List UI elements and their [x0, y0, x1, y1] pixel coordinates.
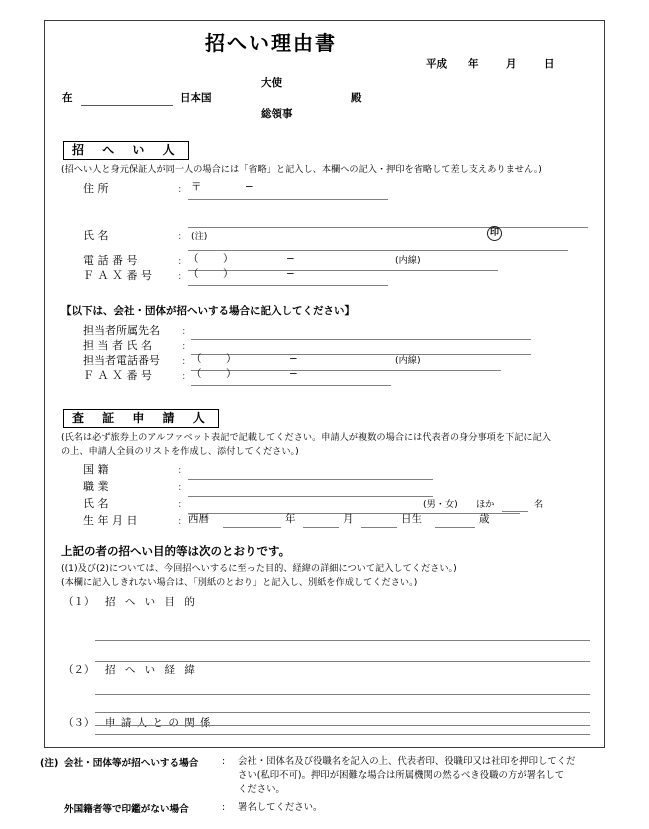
- applicant-occupation-input-line[interactable]: [188, 496, 433, 497]
- inviter-fax-colon: :: [178, 271, 182, 282]
- company-tel-dash: −: [289, 353, 298, 365]
- postal-dash: −: [245, 181, 254, 193]
- applicant-count-input-line[interactable]: [502, 511, 528, 512]
- footnote-body-0-line1: 会社・団体名及び役職名を記入の上、代表者印、役職印又は社印を押印してくだ: [238, 756, 576, 767]
- inviter-tel-paren-open: （: [188, 253, 199, 265]
- company-fax-paren-open: （: [191, 368, 202, 380]
- era-label: 平成: [426, 58, 447, 70]
- footnote-label-0: 会社・団体等が招へいする場合: [64, 758, 199, 769]
- footnote-marker: (注): [40, 758, 59, 769]
- seal-icon: 印: [487, 226, 502, 241]
- applicant-birth-colon: :: [178, 516, 182, 527]
- inviter-name-input-line[interactable]: [188, 250, 568, 251]
- company-row-label-text-1: 担 当 者 氏 名: [83, 339, 152, 352]
- inviter-address-label-text: 住 所: [83, 182, 109, 195]
- applicant-birth-day-unit: 日生: [401, 513, 422, 525]
- applicant-occupation-label: [83, 481, 173, 492]
- applicant-age-input-line[interactable]: [435, 527, 475, 528]
- company-row-input-line-2[interactable]: [191, 370, 501, 371]
- applicant-birth-label: [83, 515, 173, 526]
- footnote-colon-0: :: [222, 756, 226, 767]
- inviter-tel-paren-close: ）: [223, 253, 234, 265]
- applicant-birth-month-unit: 月: [343, 513, 354, 525]
- era-day-unit: 日: [544, 58, 555, 70]
- inviter-tel-colon: :: [178, 256, 182, 267]
- company-row-label-3: [83, 370, 179, 381]
- company-row-colon-3: :: [182, 371, 186, 382]
- applicant-occupation-label-text: 職 業: [83, 480, 109, 493]
- company-row-label-text-0: 担当者所属先名: [83, 324, 160, 337]
- applicant-nationality-colon: :: [178, 465, 182, 476]
- company-row-colon-2: :: [182, 356, 186, 367]
- purpose-item-0-line-1[interactable]: [95, 640, 590, 641]
- inviter-tel-extension-label: (内線): [395, 255, 421, 266]
- applicant-birth-month-input-line[interactable]: [303, 527, 339, 528]
- inviter-fax-label-text: Ｆ Ａ Ｘ 番 号: [83, 269, 152, 282]
- applicant-age-unit: 歳: [479, 513, 490, 525]
- purpose-note-line1: ((1)及び(2)については、今回招へいするに至った目的、経緯の詳細について記入してください。): [61, 563, 457, 574]
- applicant-name-label-text: 氏 名: [83, 497, 109, 510]
- applicant-nationality-input-line[interactable]: [188, 479, 433, 480]
- applicant-birth-year-unit: 年: [285, 513, 296, 525]
- applicant-name-input-line[interactable]: [188, 513, 520, 514]
- applicant-name-label: [83, 498, 173, 509]
- footnote-body-1-line1: 署名してください。: [238, 802, 323, 813]
- section-heading-applicant: 査 証 申 請 人: [63, 409, 219, 428]
- purpose-item-label-1: 招 へ い 経 緯: [105, 664, 198, 676]
- purpose-item-number-1: （２）: [63, 664, 95, 676]
- applicant-gender-options[interactable]: (男・女): [423, 499, 458, 510]
- company-row-label-0: [83, 325, 179, 336]
- addressee-country-suffix: 日本国: [180, 92, 212, 104]
- company-row-input-line-3[interactable]: [191, 385, 391, 386]
- footnote-body-0-line3: ください。: [238, 784, 285, 795]
- purpose-note-line2: (本欄に記入しきれない場合は、「別紙のとおり」と記入し、別紙を作成してください。): [61, 577, 418, 588]
- purpose-item-label-2: 申 請 人 と の 関 係: [105, 717, 212, 729]
- purpose-item-label-0: 招 へ い 目 的: [105, 596, 198, 608]
- inviter-fax-label: [83, 270, 173, 281]
- company-row-label-text-2: 担当者電話番号: [83, 354, 160, 367]
- company-fax-paren-close: ）: [226, 368, 237, 380]
- applicant-count-unit: 名: [534, 499, 544, 510]
- footnote-body-0-line2: さい(私印不可)。押印が困難な場合は所属機関の然るべき役職の方が署名して: [238, 770, 565, 781]
- form-frame: [44, 20, 605, 748]
- purpose-item-1-line-1[interactable]: [95, 694, 590, 695]
- company-section-heading: 【以下は、会社・団体が招へいする場合に記入してください】: [61, 305, 355, 317]
- footnote-label-1: 外国籍者等で印鑑がない場合: [64, 804, 189, 815]
- applicant-note-line2: の上、申請人全員のリストを作成し、添付してください。): [61, 446, 299, 457]
- applicant-others-label: ほか: [476, 499, 495, 510]
- postal-mark: 〒: [191, 181, 202, 193]
- inviter-address-colon: :: [178, 184, 182, 195]
- addressee-office-consul: 総領事: [261, 108, 293, 120]
- inviter-fax-paren-close: ）: [223, 268, 234, 280]
- company-tel-paren-open: （: [191, 353, 202, 365]
- page-title: 招へい理由書: [205, 31, 337, 55]
- inviter-fax-input-line[interactable]: [188, 285, 388, 286]
- company-row-label-text-3: Ｆ Ａ Ｘ 番 号: [83, 369, 152, 382]
- applicant-nationality-label-text: 国 籍: [83, 463, 109, 476]
- inviter-fax-paren-open: （: [188, 268, 199, 280]
- company-tel-paren-close: ）: [226, 353, 237, 365]
- company-row-colon-0: :: [182, 326, 186, 337]
- company-row-label-1: [83, 340, 179, 351]
- address-input-line[interactable]: [188, 227, 588, 228]
- country-input-line[interactable]: [81, 105, 173, 106]
- inviter-address-label: [83, 183, 173, 194]
- addressee-office-ambassador: 大使: [261, 77, 282, 89]
- addressee-prefix: 在: [62, 92, 73, 104]
- company-row-colon-1: :: [182, 341, 186, 352]
- inviter-fax-dash: −: [286, 268, 295, 280]
- applicant-birth-label-text: 生 年 月 日: [83, 514, 138, 527]
- company-fax-dash: −: [289, 368, 298, 380]
- addressee-honorific: 殿: [351, 92, 362, 104]
- applicant-name-colon: :: [178, 499, 182, 510]
- inviter-tel-label-text: 電 話 番 号: [83, 254, 138, 267]
- company-row-label-2: [83, 355, 179, 366]
- applicant-nationality-label: [83, 464, 173, 475]
- applicant-birth-year-input-line[interactable]: [223, 527, 281, 528]
- section-heading-inviter: 招 へ い 人: [63, 141, 189, 160]
- purpose-item-1-line-2[interactable]: [95, 712, 590, 713]
- inviter-tel-input-line[interactable]: [188, 270, 498, 271]
- purpose-item-0-line-2[interactable]: [95, 661, 590, 662]
- inviter-name-label-text: 氏 名: [83, 229, 109, 242]
- purpose-item-2-line-2[interactable]: [95, 734, 590, 735]
- purpose-item-2-line-1[interactable]: [95, 725, 590, 726]
- inviter-note: (招へい人と身元保証人が同一人の場合には「省略」と記入し、本欄への記入・押印を省略して差し支えありません。): [61, 164, 542, 175]
- inviter-tel-label: [83, 255, 173, 266]
- inviter-name-label: [83, 230, 173, 241]
- purpose-item-number-2: （３）: [63, 717, 95, 729]
- purpose-item-number-0: （１）: [63, 596, 95, 608]
- inviter-tel-dash: −: [286, 253, 295, 265]
- era-month-unit: 月: [506, 58, 517, 70]
- applicant-note-line1: (氏名は必ず旅券上のアルファベット表記で記載してください。申請人が複数の場合には代表者の身分事項を下記に記入: [61, 432, 551, 443]
- applicant-occupation-colon: :: [178, 482, 182, 493]
- era-year-unit: 年: [468, 58, 479, 70]
- footnote-colon-1: :: [222, 802, 226, 813]
- company-row-input-line-1[interactable]: [191, 354, 531, 355]
- company-row-input-line-0[interactable]: [191, 339, 531, 340]
- postal-code-input-line[interactable]: [188, 199, 388, 200]
- applicant-calendar-label: 西暦: [188, 513, 209, 525]
- company-tel-extension-label: (内線): [395, 355, 421, 366]
- inviter-name-colon: :: [178, 231, 182, 242]
- inviter-name-note: (注): [191, 231, 208, 242]
- purpose-section-heading: 上記の者の招へい目的等は次のとおりです。: [61, 544, 291, 558]
- applicant-birth-day-input-line[interactable]: [361, 527, 397, 528]
